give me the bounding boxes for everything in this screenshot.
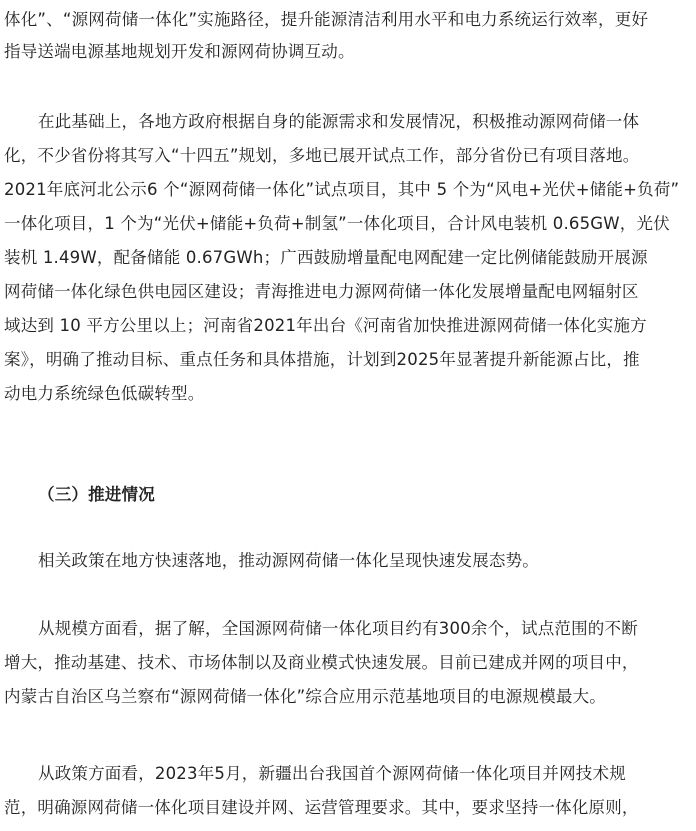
paragraph-line: 相关政策在地方快速落地，推动源网荷储一体化呈现快速发展态势。 — [38, 551, 539, 570]
section-heading: （三）推进情况 — [38, 485, 155, 504]
paragraph-line: 从政策方面看，2023年5月，新疆出台我国首个源网荷储一体化项目并网技术规 — [38, 764, 626, 783]
paragraph-line: 体化”、“源网荷储一体化”实施路径，提升能源清洁利用水平和电力系统运行效率，更好 — [4, 10, 649, 29]
paragraph-line: 动电力系统绿色低碳转型。 — [4, 384, 205, 403]
paragraph-line: 装机 1.49W，配备储能 0.67GWh；广西鼓励增量配电网配建一定比例储能鼓励开展源 — [4, 248, 648, 267]
paragraph-line: 网荷储一体化绿色供电园区建设；青海推进电力源网荷储一体化发展增量配电网辐射区 — [4, 282, 639, 301]
paragraph-line: 一体化项目，1 个为“光伏+储能+负荷+制氢”一体化项目，合计风电装机 0.65GW，光伏 — [4, 214, 670, 233]
paragraph-line: 在此基础上，各地方政府根据自身的能源需求和发展情况，积极推动源网荷储一体 — [38, 112, 640, 131]
paragraph-line: 化，不少省份将其写入“十四五”规划，多地已展开试点工作，部分省份已有项目落地。 — [4, 146, 640, 165]
paragraph-line: 指导送端电源基地规划开发和源网荷协调互动。 — [4, 42, 355, 61]
paragraph-line: 从规模方面看，据了解，全国源网荷储一体化项目约有300余个，试点范围的不断 — [38, 619, 638, 638]
paragraph-line: 内蒙古自治区乌兰察布“源网荷储一体化”综合应用示范基地项目的电源规模最大。 — [4, 687, 606, 706]
paragraph-line: 案》，明确了推动目标、重点任务和具体措施，计划到2025年显著提升新能源占比，推 — [4, 350, 640, 369]
paragraph-line: 域达到 10 平方公里以上；河南省2021年出台《河南省加快推进源网荷储一体化实施方 — [4, 316, 647, 335]
paragraph-line: 增大，推动基建、技术、市场体制以及商业模式快速发展。目前已建成并网的项目中， — [4, 653, 639, 672]
paragraph-line: 2021年底河北公示6 个“源网荷储一体化”试点项目，其中 5 个为“风电+光伏+储能+负荷” — [4, 180, 680, 199]
paragraph-line: 范，明确源网荷储一体化项目建设并网、运营管理要求。其中，要求坚持一体化原则， — [4, 798, 639, 817]
